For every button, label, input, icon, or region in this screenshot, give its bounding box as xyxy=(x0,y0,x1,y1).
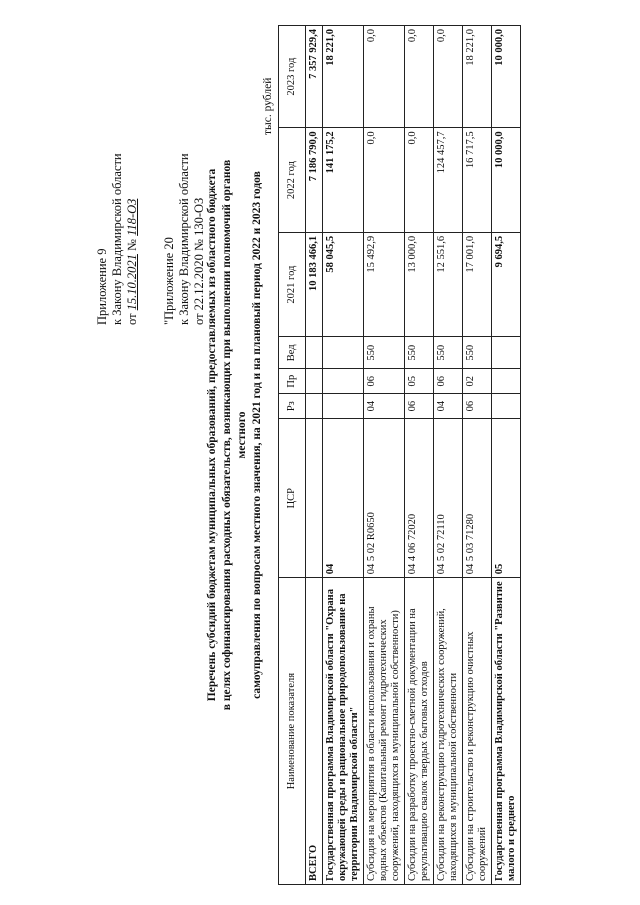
cell-name: Субсидии на реконструкцию гидротехнических сооружений, находящихся в муниципальной собственности xyxy=(434,578,463,885)
cell-2023: 7 357 929,4 xyxy=(306,26,323,128)
header-rz: Рз xyxy=(279,394,306,419)
title-line-2: в целях софинансирования расходных обязательств, возникающих при выполнении полномочий органов местного xyxy=(221,159,248,711)
cell-rz: 06 xyxy=(405,394,434,419)
header-ved: Вед xyxy=(279,337,306,369)
cell-name: Субсидия на мероприятия в области использования и охраны водных объектов (Капитальный ремонт гидротехнических сооружений, находящихся в муниципальной собственности) xyxy=(364,578,405,885)
cell-pr: 06 xyxy=(434,369,463,394)
cell-2021: 58 045,5 xyxy=(323,232,364,337)
cell-pr: 05 xyxy=(405,369,434,394)
cell-2022: 7 186 790,0 xyxy=(306,128,323,233)
cell-pr xyxy=(306,369,323,394)
cell-ved: 550 xyxy=(463,337,492,369)
cell-name: Государственная программа Владимирской области "Развитие малого и среднего xyxy=(492,578,521,885)
cell-2022: 124 457,7 xyxy=(434,128,463,233)
cell-csr: 04 xyxy=(323,419,364,578)
cell-pr: 06 xyxy=(364,369,405,394)
title-line-3: самоуправления по вопросам местного значения, на 2021 год и на плановый период 2022 и 2023 годов xyxy=(251,171,263,699)
handwritten-number: 118-ОЗ xyxy=(125,198,139,236)
appendix-20-title: "Приложение 20 xyxy=(162,237,176,325)
cell-rz xyxy=(323,394,364,419)
cell-2022: 0,0 xyxy=(364,128,405,233)
cell-2021: 13 000,0 xyxy=(405,232,434,337)
cell-ved: 550 xyxy=(405,337,434,369)
cell-2023: 0,0 xyxy=(405,26,434,128)
header-2023: 2023 год xyxy=(279,26,306,128)
subsidies-table xyxy=(278,25,521,885)
appendix-20-law: к Закону Владимирской области xyxy=(177,153,191,325)
header-csr: ЦСР xyxy=(279,419,306,578)
appendix-9-header xyxy=(95,153,140,325)
cell-2021: 9 694,5 xyxy=(492,232,521,337)
table-row xyxy=(323,26,364,885)
table-row xyxy=(364,26,405,885)
cell-pr xyxy=(492,369,521,394)
table-row xyxy=(306,26,323,885)
cell-name: Государственная программа Владимирской области "Охрана окружающей среды и рациональное природопользование на территории Владимирской области" xyxy=(323,578,364,885)
cell-csr: 04 4 06 72020 xyxy=(405,419,434,578)
table-row xyxy=(463,26,492,885)
table-header-row xyxy=(279,26,306,885)
cell-ved xyxy=(306,337,323,369)
cell-name: Субсидии на строительство и реконструкцию очистных сооружений xyxy=(463,578,492,885)
appendix-9-law: к Закону Владимирской области xyxy=(110,153,124,325)
cell-rz xyxy=(492,394,521,419)
appendix-9-title: Приложение 9 xyxy=(95,248,109,325)
cell-name: ВСЕГО xyxy=(306,578,323,885)
cell-csr: 04 5 03 71280 xyxy=(463,419,492,578)
document-title xyxy=(205,145,265,725)
cell-rz: 06 xyxy=(463,394,492,419)
cell-csr: 04 5 02 R0650 xyxy=(364,419,405,578)
appendix-20-date: от 22.12.2020 № 130-ОЗ xyxy=(192,197,206,325)
appendix-9-date-line xyxy=(125,153,140,325)
table-row xyxy=(405,26,434,885)
cell-ved xyxy=(323,337,364,369)
cell-2021: 15 492,9 xyxy=(364,232,405,337)
cell-2023: 0,0 xyxy=(434,26,463,128)
table-row xyxy=(434,26,463,885)
cell-pr: 02 xyxy=(463,369,492,394)
cell-ved: 550 xyxy=(364,337,405,369)
table-body xyxy=(306,26,521,885)
cell-2023: 10 000,0 xyxy=(492,26,521,128)
cell-2023: 18 221,0 xyxy=(323,26,364,128)
appendix-20-header xyxy=(162,153,207,325)
cell-ved: 550 xyxy=(434,337,463,369)
table-row xyxy=(492,26,521,885)
header-name: Наименование показателя xyxy=(279,578,306,885)
date-prefix: от xyxy=(125,313,139,325)
cell-rz: 04 xyxy=(364,394,405,419)
units-label: тыс. рублей xyxy=(262,77,274,135)
header-2021: 2021 год xyxy=(279,232,306,337)
cell-2021: 12 551,6 xyxy=(434,232,463,337)
header-pr: Пр xyxy=(279,369,306,394)
cell-2022: 141 175,2 xyxy=(323,128,364,233)
cell-2022: 0,0 xyxy=(405,128,434,233)
cell-pr xyxy=(323,369,364,394)
cell-rz xyxy=(306,394,323,419)
cell-2022: 16 717,5 xyxy=(463,128,492,233)
cell-name: Субсидии на разработку проектно-сметной документации на рекультивацию свалок твердых бытовых отходов xyxy=(405,578,434,885)
handwritten-date: 15.10.2021 xyxy=(125,254,139,311)
cell-csr: 04 5 02 72110 xyxy=(434,419,463,578)
cell-csr: 05 xyxy=(492,419,521,578)
cell-ved xyxy=(492,337,521,369)
cell-2021: 17 001,0 xyxy=(463,232,492,337)
number-sign: № xyxy=(125,239,139,251)
cell-csr xyxy=(306,419,323,578)
cell-2023: 0,0 xyxy=(364,26,405,128)
cell-2021: 10 183 466,1 xyxy=(306,232,323,337)
title-line-1: Перечень субсидий бюджетам муниципальных образований, предоставляемых из областного бюджета xyxy=(206,168,218,702)
header-2022: 2022 год xyxy=(279,128,306,233)
cell-2022: 10 000,0 xyxy=(492,128,521,233)
cell-rz: 04 xyxy=(434,394,463,419)
cell-2023: 18 221,0 xyxy=(463,26,492,128)
